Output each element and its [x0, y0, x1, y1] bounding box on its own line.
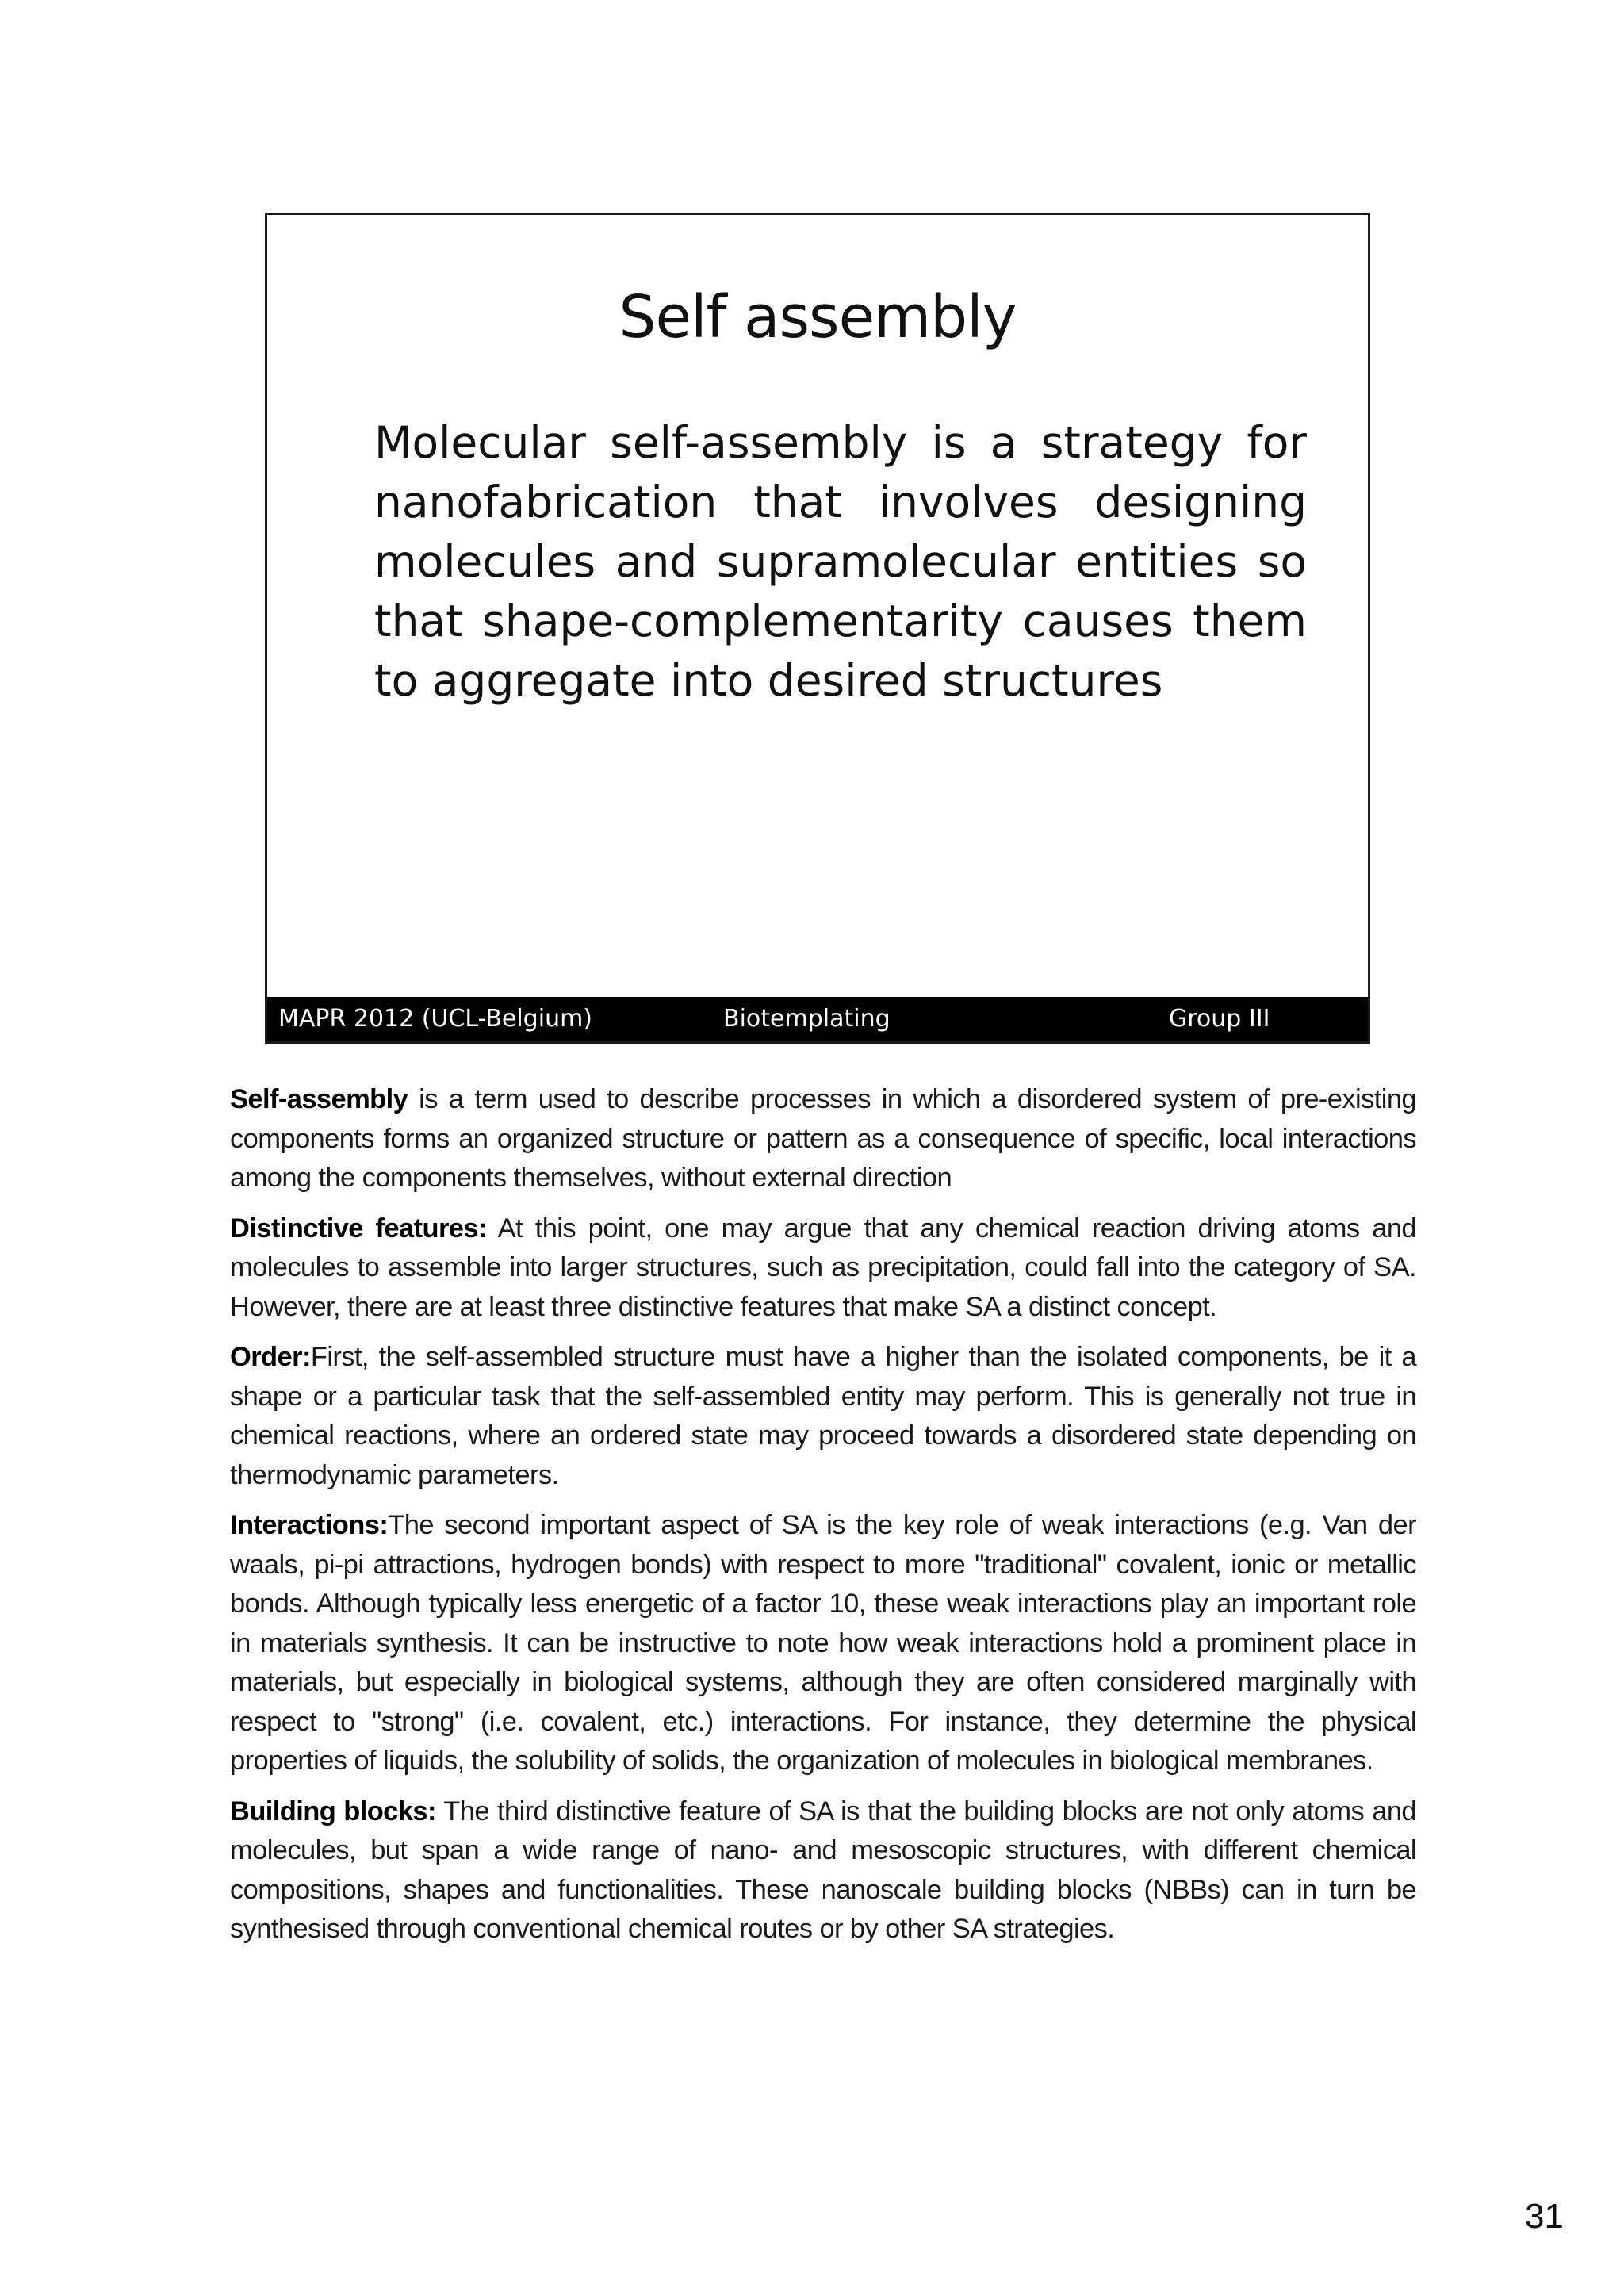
- note-paragraph-building-blocks: [230, 1792, 1416, 1949]
- note-term: Building blocks:: [230, 1796, 436, 1826]
- note-text: is a term used to describe processes in which a disordered system of pre-existing components forms an organized structure or pattern as a consequence of specific, local interactions among the components themselves, without external direction: [230, 1084, 1416, 1193]
- notes-section: [230, 1080, 1416, 1961]
- footer-topic: Biotemplating: [723, 1005, 891, 1033]
- note-term: Order:: [230, 1342, 311, 1372]
- note-text: At this point, one may argue that any chemical reaction driving atoms and molecules to assemble into larger structures, such as precipitation, could fall into the category of SA. However, there are at least three distinctive features that make SA a distinct concept.: [230, 1213, 1417, 1322]
- footer-group: Group III: [1169, 1005, 1270, 1033]
- note-text: The second important aspect of SA is the key role of weak interactions (e.g. Van der waals, pi-pi attractions, hydrogen bonds) with respect to more "traditional" covalent, ionic or metallic bonds. Although typically less energetic of a factor 10, these weak interactions play an important role in materials synthesis. It can be instructive to note how weak interactions hold a prominent place in materials, but especially in biological systems, although they are often considered marginally with respect to "strong" (i.e. covalent, etc.) interactions. For instance, they determine the physical properties of liquids, the solubility of solids, the organization of molecules in biological membranes.: [230, 1510, 1416, 1776]
- slide-footer: [267, 997, 1368, 1041]
- note-text: The third distinctive feature of SA is that the building blocks are not only atoms and molecules, but span a wide range of nano- and mesoscopic structures, with different chemical compositions, shapes and functionalities. These nanoscale building blocks (NBBs) can in turn be synthesised through conventional chemical routes or by other SA strategies.: [230, 1796, 1416, 1944]
- note-paragraph-distinctive-features: [230, 1209, 1416, 1328]
- note-term: Interactions:: [230, 1510, 389, 1540]
- slide-title: Self assembly: [619, 283, 1017, 351]
- slide-body-text: Molecular self-assembly is a strategy for nanofabrication that involves designing molecules and supramolecular entities so that shape-complementarity causes them to aggregate into desired structures: [374, 417, 1307, 706]
- note-paragraph-interactions: [230, 1506, 1416, 1781]
- page-number: 31: [1525, 2197, 1564, 2236]
- note-paragraph-order: [230, 1338, 1416, 1495]
- footer-course: MAPR 2012 (UCL-Belgium): [278, 1005, 593, 1033]
- note-term: Self-assembly: [230, 1084, 408, 1114]
- note-paragraph-self-assembly: [230, 1080, 1416, 1198]
- note-term: Distinctive features:: [230, 1213, 487, 1244]
- note-text: First, the self-assembled structure must have a higher than the isolated components, be it a shape or a particular task that the self-assembled entity may perform. This is generally not true in chemical reactions, where an ordered state may proceed towards a disordered state depending on thermodynamic parameters.: [230, 1342, 1416, 1490]
- slide-frame: [265, 213, 1370, 1044]
